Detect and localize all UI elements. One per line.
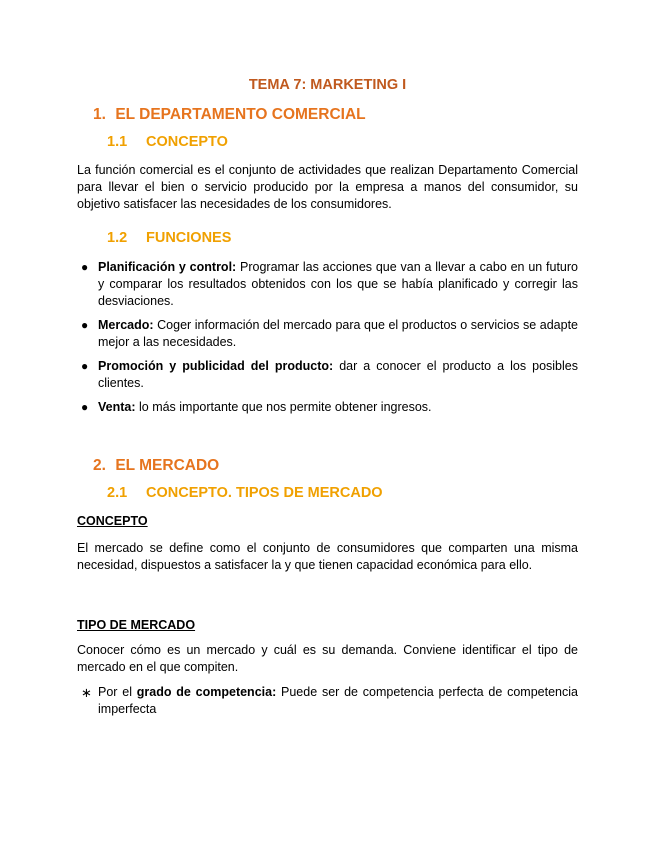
- tipo-de-mercado-paragraph: Conocer cómo es un mercado y cuál es su demanda. Conviene identificar el tipo de mercado en el que compiten.: [77, 643, 578, 674]
- list-item: [77, 358, 578, 392]
- section-2-title: EL MERCADO: [115, 457, 220, 474]
- asterisk-bullet-icon: ∗: [81, 685, 92, 700]
- section-1-1-number: 1.1: [107, 134, 128, 150]
- list-item-text: lo más importante que nos permite obtener ingresos.: [135, 400, 432, 414]
- bullet-icon: ●: [81, 318, 89, 332]
- list-item-term: Mercado:: [98, 318, 154, 332]
- list-item-text: dar a conocer el producto a los posibles clientes.: [98, 359, 578, 390]
- list-item-term: grado de competencia:: [136, 685, 277, 699]
- list-item: [77, 399, 578, 416]
- list-item-text: Programar las acciones que van a llevar a cabo en un futuro y comparar los resultados obtenidos con los que se había planificado y corregir las desviaciones.: [98, 260, 578, 308]
- section-1-2-heading: [107, 230, 231, 246]
- list-item-term: Planificación y control:: [98, 260, 237, 274]
- section-2-heading: [93, 457, 219, 475]
- list-item: [77, 259, 578, 310]
- list-item: [77, 684, 578, 718]
- list-item-text: Coger información del mercado para que el productos o servicios se adapte mejor a las necesidades.: [98, 318, 578, 349]
- section-1-heading: [93, 106, 366, 124]
- list-item-prefix: Por el: [98, 685, 137, 699]
- section-2-1-title: CONCEPTO. TIPOS DE MERCADO: [146, 485, 383, 501]
- section-2-1-heading: [107, 485, 383, 501]
- bullet-icon: ●: [81, 359, 89, 373]
- list-item: [77, 317, 578, 351]
- list-item-term: Venta:: [98, 400, 136, 414]
- mercado-definition-paragraph: El mercado se define como el conjunto de consumidores que comparten una misma necesidad, dispuestos a satisfacer la y que tienen capacidad económica para ello.: [77, 541, 578, 572]
- tipo-de-mercado-label: TIPO DE MERCADO: [77, 618, 196, 632]
- list-item-term: Promoción y publicidad del producto:: [98, 359, 334, 373]
- document-title: TEMA 7: MARKETING I: [248, 77, 407, 93]
- section-1-2-title: FUNCIONES: [146, 230, 232, 246]
- concepto-paragraph: La función comercial es el conjunto de actividades que realizan Departamento Comercial para llevar el bien o servicio producido por la empresa a manos del consumidor, su objetivo satisfacer las necesidades de los consumidores.: [77, 163, 578, 211]
- section-1-2-number: 1.2: [107, 230, 128, 246]
- section-2-1-number: 2.1: [107, 485, 128, 501]
- bullet-icon: ●: [81, 260, 89, 274]
- section-1-title: EL DEPARTAMENTO COMERCIAL: [115, 106, 366, 123]
- section-1-1-heading: [107, 134, 228, 150]
- concepto-label: CONCEPTO: [77, 514, 148, 528]
- section-2-number: 2.: [93, 457, 106, 474]
- section-1-1-title: CONCEPTO: [146, 134, 228, 150]
- bullet-icon: ●: [81, 400, 89, 414]
- section-1-number: 1.: [93, 106, 106, 123]
- list-item-text: Puede ser de competencia perfecta de competencia imperfecta: [98, 685, 578, 716]
